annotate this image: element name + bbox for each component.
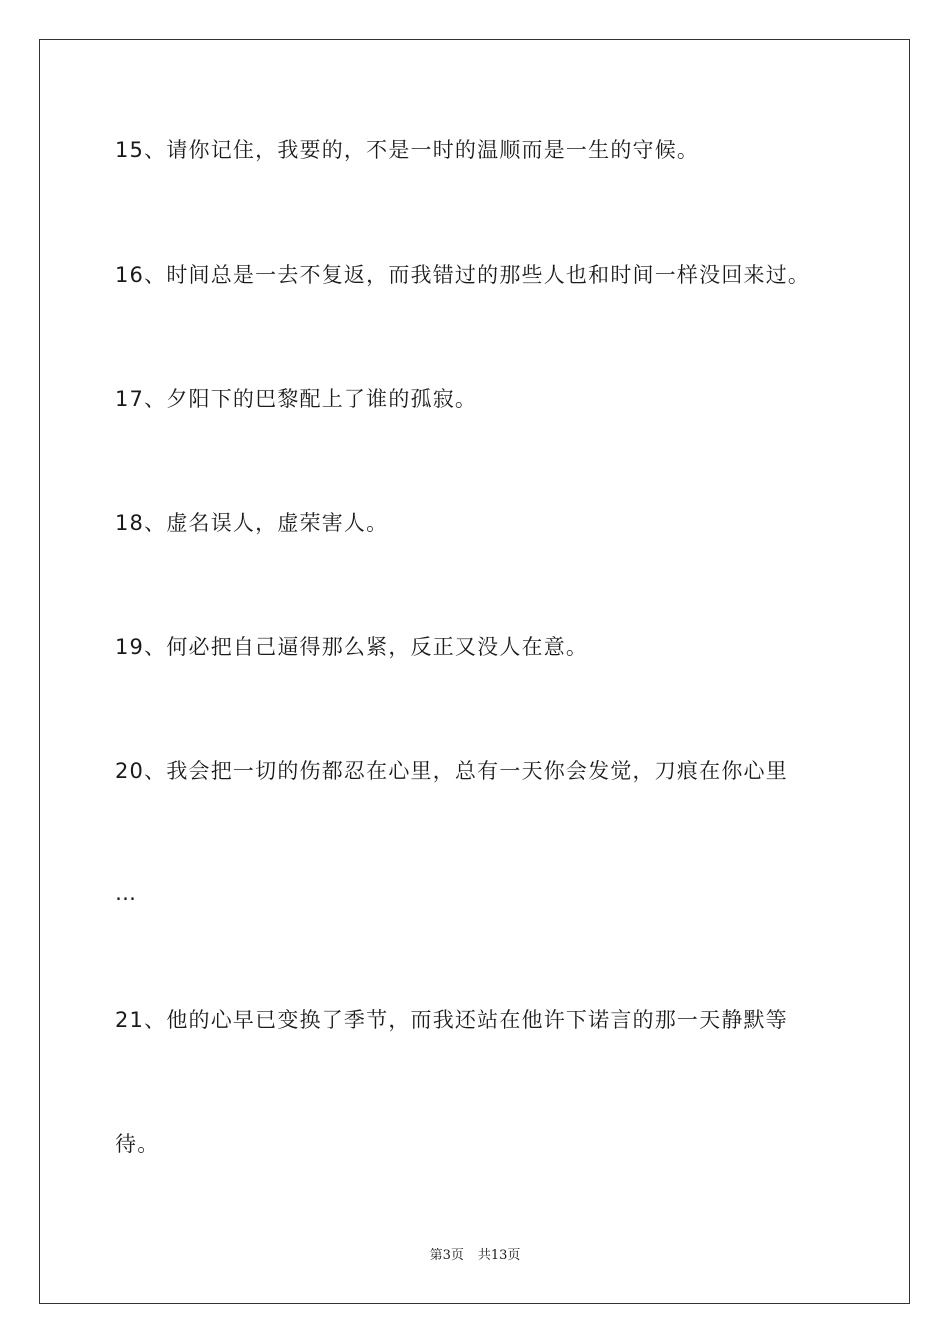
quote-17: 17、夕阳下的巴黎配上了谁的孤寂。 — [115, 387, 478, 411]
quote-18: 18、虚名误人，虚荣害人。 — [115, 511, 389, 535]
page-border — [39, 39, 910, 1304]
page-footer — [0, 1248, 950, 1264]
quote-20-line-1: 20、我会把一切的伤都忍在心里，总有一天你会发觉，刀痕在你心里 — [115, 759, 788, 783]
quote-19: 19、何必把自己逼得那么紧，反正又没人在意。 — [115, 635, 589, 659]
page-number: 第3页 — [429, 1248, 464, 1263]
quote-15: 15、请你记住，我要的，不是一时的温顺而是一生的守候。 — [115, 138, 700, 162]
quote-20-line-2: … — [115, 881, 138, 905]
page-total: 共13页 — [477, 1248, 521, 1263]
quote-21-line-2: 待。 — [115, 1132, 160, 1156]
quote-16: 16、时间总是一去不复返，而我错过的那些人也和时间一样没回来过。 — [115, 263, 811, 287]
quote-21-line-1: 21、他的心早已变换了季节，而我还站在他许下诺言的那一天静默等 — [115, 1008, 788, 1032]
